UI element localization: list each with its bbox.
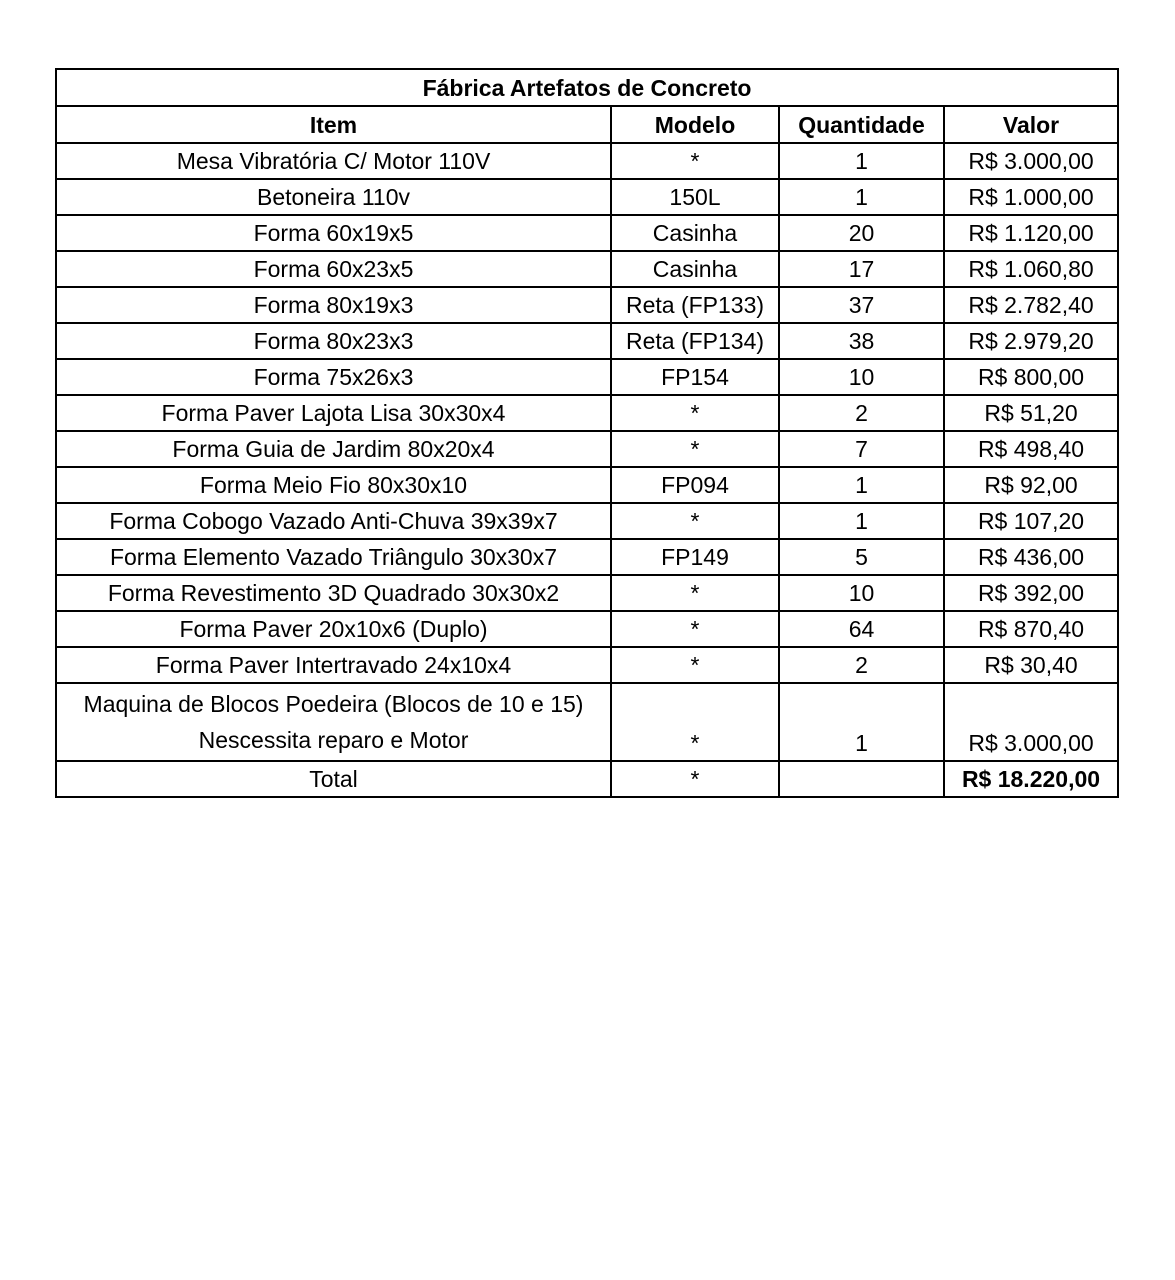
cell-quantidade: 1 [779,503,944,539]
cell-quantidade: 1 [779,683,944,761]
cell-valor: R$ 2.979,20 [944,323,1118,359]
cell-item: Forma 75x26x3 [56,359,611,395]
cell-modelo: * [611,143,779,179]
cell-quantidade: 5 [779,539,944,575]
table-row [56,647,1118,683]
cell-quantidade: 1 [779,467,944,503]
table-row [56,431,1118,467]
header-item: Item [56,106,611,143]
cell-quantidade: 1 [779,179,944,215]
title-row [56,69,1118,106]
cell-item: Forma Cobogo Vazado Anti-Chuva 39x39x7 [56,503,611,539]
cell-modelo: * [611,611,779,647]
cell-item: Forma Elemento Vazado Triângulo 30x30x7 [56,539,611,575]
cell-item: Forma Guia de Jardim 80x20x4 [56,431,611,467]
cell-modelo: Reta (FP134) [611,323,779,359]
cell-valor: R$ 30,40 [944,647,1118,683]
cell-item: Forma Paver 20x10x6 (Duplo) [56,611,611,647]
cell-item: Forma 80x23x3 [56,323,611,359]
cell-item: Betoneira 110v [56,179,611,215]
total-label: Total [56,761,611,797]
cell-valor: R$ 1.060,80 [944,251,1118,287]
cell-quantidade: 7 [779,431,944,467]
cell-modelo: Casinha [611,215,779,251]
cell-modelo: FP094 [611,467,779,503]
cell-item: Forma 60x23x5 [56,251,611,287]
table-row [56,287,1118,323]
header-row [56,106,1118,143]
cell-modelo: * [611,431,779,467]
cell-modelo: * [611,503,779,539]
cell-modelo: FP149 [611,539,779,575]
cell-valor: R$ 1.000,00 [944,179,1118,215]
cell-quantidade: 20 [779,215,944,251]
table-row [56,251,1118,287]
header-valor: Valor [944,106,1118,143]
cell-item: Forma 80x19x3 [56,287,611,323]
table-row [56,611,1118,647]
cell-item: Forma 60x19x5 [56,215,611,251]
cell-valor: R$ 3.000,00 [944,683,1118,761]
table-row [56,359,1118,395]
total-row [56,761,1118,797]
table-row [56,179,1118,215]
cell-valor: R$ 107,20 [944,503,1118,539]
cell-item: Forma Paver Lajota Lisa 30x30x4 [56,395,611,431]
table-row [56,575,1118,611]
cell-item: Maquina de Blocos Poedeira (Blocos de 10 e 15) Nescessita reparo e Motor [56,683,611,761]
cell-item: Forma Meio Fio 80x30x10 [56,467,611,503]
inventory-table [55,68,1119,798]
cell-valor: R$ 870,40 [944,611,1118,647]
cell-quantidade: 2 [779,395,944,431]
table-row [56,539,1118,575]
header-quantidade: Quantidade [779,106,944,143]
table-row [56,683,1118,761]
cell-valor: R$ 436,00 [944,539,1118,575]
cell-quantidade: 38 [779,323,944,359]
cell-modelo: 150L [611,179,779,215]
table-row [56,503,1118,539]
table-title: Fábrica Artefatos de Concreto [56,69,1118,106]
cell-modelo: FP154 [611,359,779,395]
cell-modelo: Casinha [611,251,779,287]
cell-valor: R$ 1.120,00 [944,215,1118,251]
cell-valor: R$ 800,00 [944,359,1118,395]
spreadsheet [55,68,1117,798]
cell-quantidade: 10 [779,359,944,395]
cell-quantidade: 64 [779,611,944,647]
cell-item: Forma Paver Intertravado 24x10x4 [56,647,611,683]
cell-modelo: * [611,575,779,611]
cell-item: Mesa Vibratória C/ Motor 110V [56,143,611,179]
total-valor: R$ 18.220,00 [944,761,1118,797]
cell-quantidade: 2 [779,647,944,683]
header-modelo: Modelo [611,106,779,143]
cell-valor: R$ 2.782,40 [944,287,1118,323]
cell-valor: R$ 92,00 [944,467,1118,503]
table-row [56,143,1118,179]
table-row [56,323,1118,359]
cell-valor: R$ 51,20 [944,395,1118,431]
table-body [56,143,1118,761]
cell-valor: R$ 392,00 [944,575,1118,611]
cell-modelo: * [611,683,779,761]
cell-modelo: * [611,395,779,431]
total-modelo: * [611,761,779,797]
cell-quantidade: 10 [779,575,944,611]
table-row [56,467,1118,503]
table-row [56,395,1118,431]
cell-quantidade: 1 [779,143,944,179]
cell-modelo: Reta (FP133) [611,287,779,323]
cell-quantidade: 17 [779,251,944,287]
cell-valor: R$ 3.000,00 [944,143,1118,179]
cell-valor: R$ 498,40 [944,431,1118,467]
total-quantidade [779,761,944,797]
cell-item: Forma Revestimento 3D Quadrado 30x30x2 [56,575,611,611]
table-row [56,215,1118,251]
cell-modelo: * [611,647,779,683]
cell-quantidade: 37 [779,287,944,323]
